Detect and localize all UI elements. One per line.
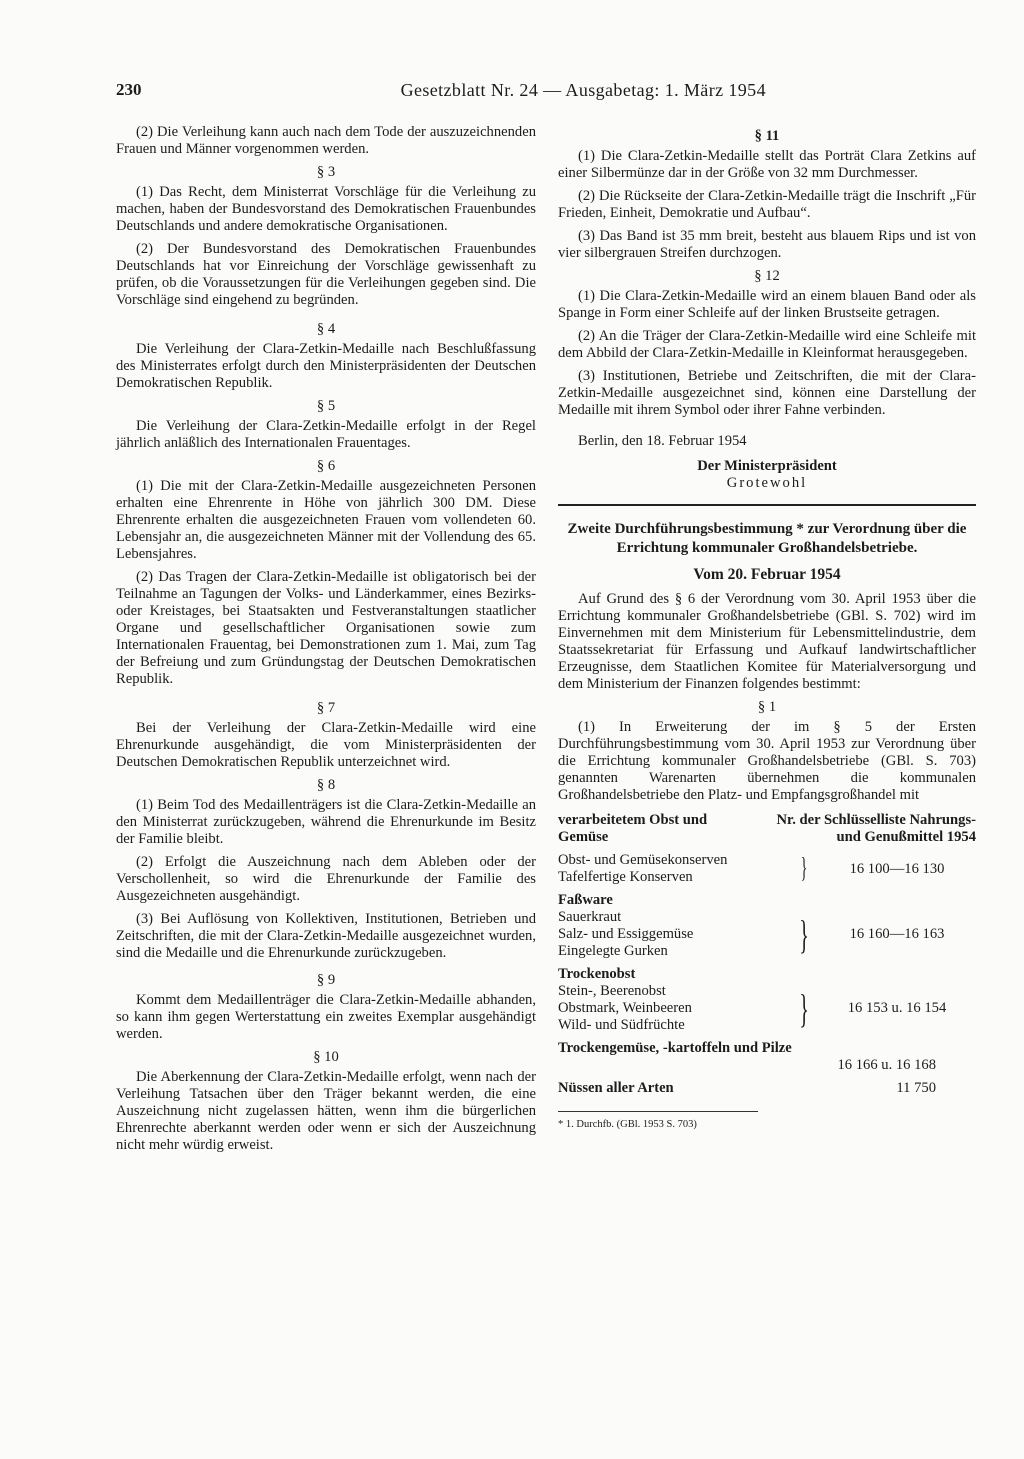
section-heading: § 6	[316, 458, 336, 474]
paragraph: (2) Der Bundesvorstand des Demokratischen Frauenbundes Deutschlands hat vor Einreichung der Vorschläge gewissenhaft zu prüfen, ob die Voraussetzungen für die Verleihungen gegeben sind. Die Vorschläge sind eingehend zu begründen.	[116, 241, 536, 308]
table-code: 16 166 u. 16 168	[837, 1057, 936, 1073]
table-group-title: Faßware	[558, 892, 613, 908]
section-heading: § 4	[316, 321, 336, 337]
table-item: Wild- und Südfrüchte	[558, 1017, 685, 1033]
paragraph: (2) An die Träger der Clara-Zetkin-Medaille wird eine Schleife mit dem Abbild der Clara-Zetkin-Medaille in Kleinformat herausgegeben.	[558, 328, 976, 361]
signature-title: Der Ministerpräsident	[697, 458, 837, 474]
paragraph: (2) Die Rückseite der Clara-Zetkin-Medaille trägt die Inschrift „Für Frieden, Einheit, Demokratie und Aufbau“.	[558, 188, 976, 221]
table-code: 11 750	[896, 1080, 936, 1096]
section-heading: § 7	[316, 700, 336, 716]
table-code: 16 153 u. 16 154	[847, 1000, 947, 1016]
table-header-number: Nr. der Schlüsselliste Nahrungs- und Genußmittel 1954	[776, 812, 976, 845]
table-item: Salz- und Essiggemüse	[558, 926, 694, 942]
table-item: Stein-, Beerenobst	[558, 983, 666, 999]
place-date: Berlin, den 18. Februar 1954	[578, 433, 747, 449]
paragraph: (2) Erfolgt die Auszeichnung nach dem Ableben oder der Verschollenheit, so wird die Ehrenurkunde der Familie des Ausgezeichneten ausgehändigt.	[116, 854, 536, 904]
table-group-title: Trockengemüse, -kartoffeln und Pilze	[558, 1040, 792, 1056]
page-header	[116, 80, 976, 110]
paragraph: (1) Beim Tod des Medaillenträgers ist die Clara-Zetkin-Medaille an den Ministerrat zurückzugeben, während die Ehrenurkunde im Besitz der Familie bleibt.	[116, 797, 536, 847]
paragraph: Bei der Verleihung der Clara-Zetkin-Medaille wird eine Ehrenurkunde ausgehändigt, die vom Ministerpräsidenten der Deutschen Demokratischen Republik unterzeichnet wird.	[116, 720, 536, 770]
table-header-goods: verarbeitetem Obst und Gemüse	[558, 812, 708, 845]
separator-rule	[558, 504, 976, 506]
table-group	[558, 1080, 976, 1097]
table-group	[558, 1040, 976, 1074]
table-group-title: Nüssen aller Arten	[558, 1080, 674, 1096]
table-item: Eingelegte Gurken	[558, 943, 668, 959]
decree-date: Vom 20. Februar 1954	[693, 566, 841, 583]
page-title: Gesetzblatt Nr. 24 — Ausgabetag: 1. März 1954	[400, 80, 766, 100]
paragraph: (1) Die Clara-Zetkin-Medaille wird an einem blauen Band oder als Spange in Form einer Schleife auf der linken Brustseite getragen.	[558, 288, 976, 321]
paragraph: (2) Die Verleihung kann auch nach dem Tode der auszuzeichnenden Frauen und Männer vorgenommen werden.	[116, 124, 536, 157]
left-column	[116, 124, 536, 1160]
paragraph: (3) Das Band ist 35 mm breit, besteht aus blauem Rips und ist von vier silbergrauen Streifen durchzogen.	[558, 228, 976, 261]
paragraph: (1) In Erweiterung der im § 5 der Ersten Durchführungsbestimmung vom 30. April 1953 zur Verordnung über die Errichtung kommunaler Großhandelsbetriebe (GBl. S. 703) genannten Warenarten übernehmen die kommunalen Großhandelsbetriebe den Platz- und Empfangsgroßhandel mit	[558, 719, 976, 803]
section-heading: § 5	[316, 398, 336, 414]
table-item: Sauerkraut	[558, 909, 622, 925]
section-heading: § 12	[754, 268, 780, 284]
table-code: 16 160—16 163	[849, 926, 945, 942]
brace-icon: }	[799, 911, 809, 957]
table-group	[558, 966, 976, 1034]
brace-icon: }	[799, 985, 809, 1031]
paragraph: Die Aberkennung der Clara-Zetkin-Medaille erfolgt, wenn nach der Verleihung Tatsachen über den Träger bekannt werden, die eine Auszeichnung nicht zugelassen hätten, wenn ihm die bürgerlichen Ehrenrechte aberkannt werden oder wenn er sich der Auszeichnung nicht mehr würdig erweist.	[116, 1069, 536, 1153]
brace-icon: }	[800, 853, 808, 884]
table-item: Tafelfertige Konserven	[558, 869, 693, 885]
decree-title: Zweite Durchführungsbestimmung * zur Verordnung über die Errichtung kommunaler Großhandelsbetriebe.	[567, 521, 967, 556]
section-heading: § 1	[757, 699, 777, 715]
footnote: * 1. Durchfb. (GBl. 1953 S. 703)	[558, 1119, 697, 1130]
table-item: Obst- und Gemüsekonserven	[558, 852, 728, 868]
paragraph: (1) Die Clara-Zetkin-Medaille stellt das Porträt Clara Zetkins auf einer Silbermünze dar in der Größe von 32 mm Durchmesser.	[558, 148, 976, 181]
paragraph: Die Verleihung der Clara-Zetkin-Medaille nach Beschlußfassung des Ministerrates erfolgt durch den Ministerpräsidenten der Deutschen Demokratischen Republik.	[116, 341, 536, 391]
signature-name: Grotewohl	[726, 475, 808, 491]
paragraph: (1) Die mit der Clara-Zetkin-Medaille ausgezeichneten Personen erhalten eine Ehrenrente in Höhe von jährlich 300 DM. Diese Ehrenrente erhalten die ausgezeichneten Frauen vom vollendeten 60. Lebensjahr an, die ausgezeichneten Männer mit der Vollendung des 65. Lebensjahres.	[116, 478, 536, 562]
table-group-title: Trockenobst	[558, 966, 636, 982]
paragraph: (1) Das Recht, dem Ministerrat Vorschläge für die Verleihung zu machen, haben der Bundesvorstand des Demokratischen Frauenbundes Deutschlands und andere demokratische Organisationen.	[116, 184, 536, 234]
paragraph: Die Verleihung der Clara-Zetkin-Medaille erfolgt in der Regel jährlich anläßlich des Internationalen Frauentages.	[116, 418, 536, 451]
paragraph: (3) Institutionen, Betriebe und Zeitschriften, die mit der Clara-Zetkin-Medaille ausgezeichnet sind, können eine Darstellung der Medaille mit ihrem Symbol oder ihrer Fahne verbinden.	[558, 368, 976, 418]
section-heading: § 10	[313, 1049, 339, 1065]
section-heading: § 3	[316, 164, 336, 180]
paragraph: (2) Das Tragen der Clara-Zetkin-Medaille ist obligatorisch bei der Teilnahme an Tagungen der Volks- und Länderkammer, eines Bezirks- oder Kreistages, bei Staatsakten und Festveranstaltungen staatlicher Organe und gesellschaftlicher Organisationen sowie zum Internationalen Frauentag, bei Demonstrationen zum 1. Mai, zum Tag der Befreiung und zum Gründungstag der Deutschen Demokratischen Republik.	[116, 569, 536, 687]
paragraph: Auf Grund des § 6 der Verordnung vom 30. April 1953 über die Errichtung kommunaler Großhandelsbetriebe (GBl. S. 702) wird im Einvernehmen mit dem Ministerium für Lebensmittelindustrie, dem Staatssekretariat für Erfassung und Aufkauf landwirtschaftlicher Erzeugnisse, dem Staatlichen Komitee für Materialversorgung und dem Ministerium der Finanzen folgendes bestimmt:	[558, 591, 976, 692]
paragraph: (3) Bei Auflösung von Kollektiven, Institutionen, Betrieben und Zeitschriften, die mit der Clara-Zetkin-Medaille ausgezeichnet wurden, sind die Medaille und die Ehrenurkunde zurückzugeben.	[116, 911, 536, 961]
section-heading: § 9	[316, 972, 336, 988]
table-group	[558, 852, 976, 886]
section-heading: § 8	[316, 777, 336, 793]
table-item: Obstmark, Weinbeeren	[558, 1000, 692, 1016]
section-heading: § 11	[754, 128, 780, 144]
footnote-rule	[558, 1111, 758, 1112]
table-group	[558, 892, 976, 960]
table-header	[558, 812, 976, 846]
paragraph: Kommt dem Medaillenträger die Clara-Zetkin-Medaille abhanden, so kann ihm gegen Werterstattung ein zweites Exemplar ausgehändigt werden.	[116, 992, 536, 1042]
table-code: 16 100—16 130	[849, 860, 945, 877]
right-column	[558, 124, 976, 1133]
page-number: 230	[116, 80, 142, 99]
